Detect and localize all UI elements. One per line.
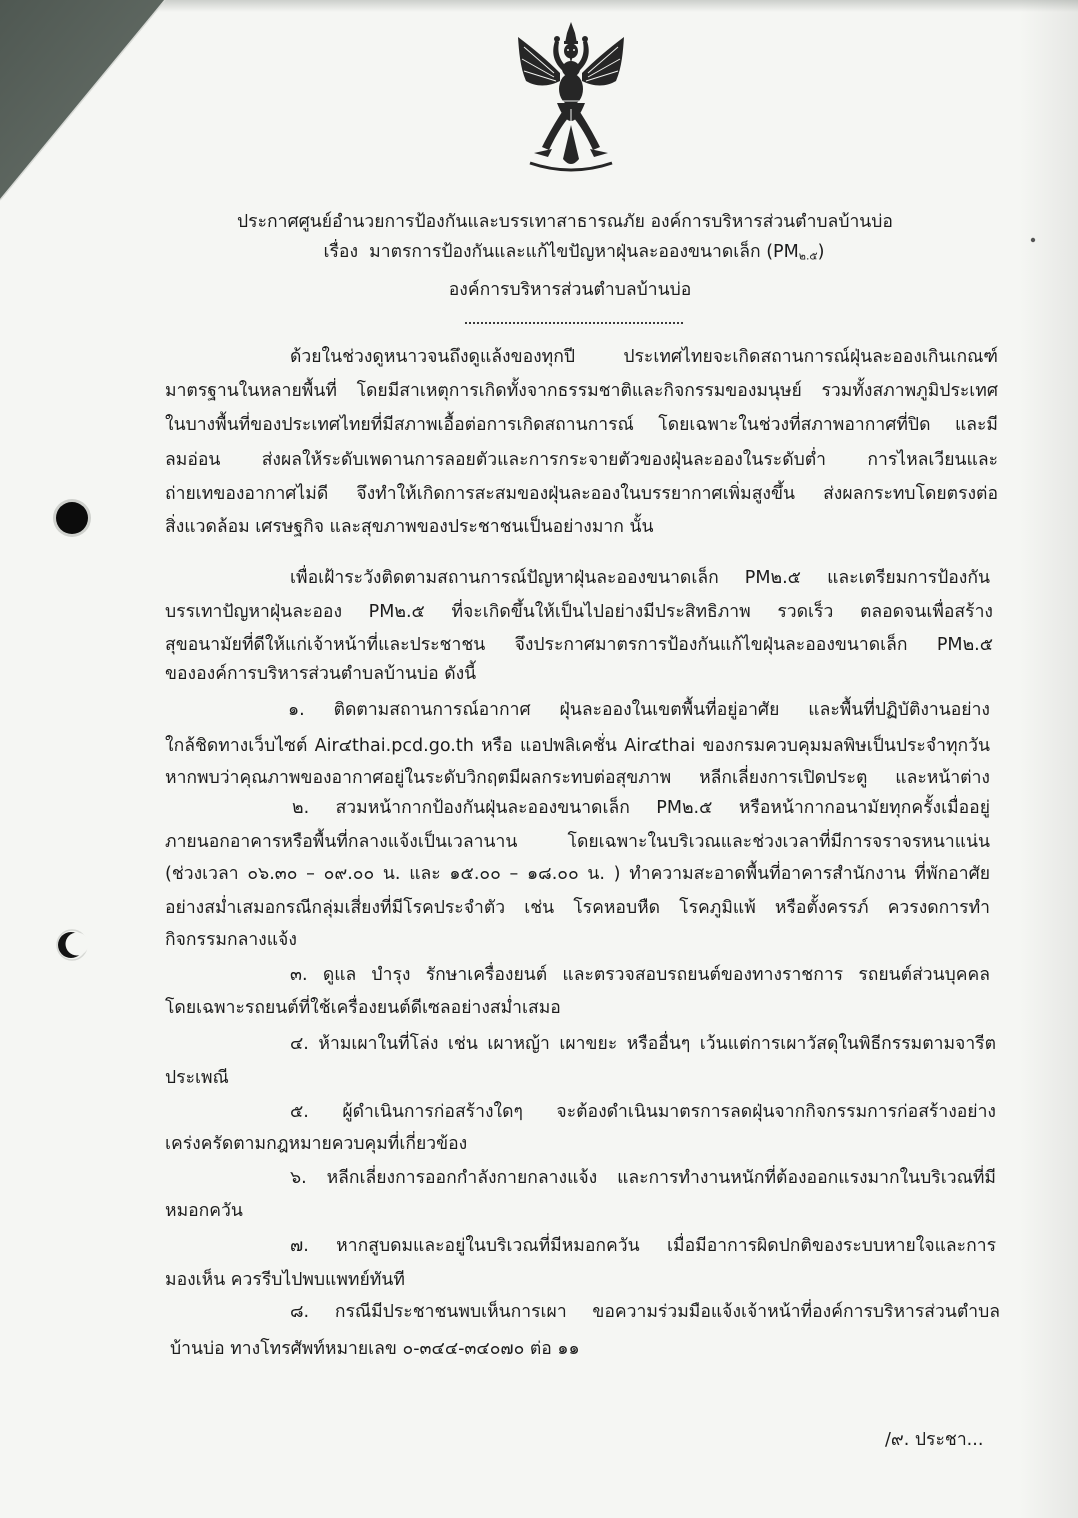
measure-line: ประเพณี [165,1068,229,1088]
scan-corner-shadow [0,0,170,205]
subject-line [294,235,854,269]
punch-hole [50,496,94,540]
measure-line: ๔. ห้ามเผาในที่โล่ง เช่น เผาหญ้า เผาขยะ หรืออื่นๆ เว้นแต่การเผาวัสดุในพิธีกรรมตามจารีต [290,1034,996,1054]
announcement-title: ประกาศศูนย์อำนวยการป้องกันและบรรเทาสาธารณภัย องค์การบริหารส่วนตำบลบ้านบ่อ [237,212,893,232]
measure-line: ๑. ติดตามสถานการณ์อากาศ ฝุ่นละอองในเขตพื้นที่อยู่อาศัย และพื้นที่ปฏิบัติงานอย่าง [288,700,990,720]
punch-hole-crescent [52,925,92,965]
subject-text: มาตรการป้องกันและแก้ไขปัญหาฝุ่นละอองขนาดเล็ก (PM [369,242,799,262]
measure-line: เคร่งครัดตามกฎหมายควบคุมที่เกี่ยวข้อง [165,1134,468,1154]
intro-line: ลมอ่อน ส่งผลให้ระดับเพดานการลอยตัวและการกระจายตัวของฝุ่นละอองในระดับต่ำ การไหลเวียนและ [165,450,998,470]
purpose-line: ขององค์การบริหารส่วนตำบลบ้านบ่อ ดังนี้ [165,664,477,684]
intro-line: สิ่งแวดล้อม เศรษฐกิจ และสุขภาพของประชาชนเป็นอย่างมาก นั้น [165,517,654,537]
subject-subscript: ๒.๕ [798,249,818,263]
measure-line: ใกล้ชิดทางเว็บไซต์ Air๔thai.pcd.go.th หรือ แอปพลิเคชั่น Air๔thai ของกรมควบคุมมลพิษเป็นประจำทุกวัน [165,736,990,756]
measure-line: อย่างสม่ำเสมอกรณีกลุ่มเสี่ยงที่มีโรคประจำตัว เช่น โรคหอบหืด โรคภูมิแพ้ หรือตั้งครรภ์ ควรงดการทำ [165,898,990,918]
page-continuation: /๙. ประชา... [885,1430,984,1450]
intro-line: ในบางพื้นที่ของประเทศไทยที่มีสภาพเอื้อต่อการเกิดสถานการณ์ โดยเฉพาะในช่วงที่สภาพอากาศที่ปิด และมี [165,415,998,435]
intro-line: ด้วยในช่วงดูหนาวจนถึงดูแล้งของทุกปี ประเทศไทยจะเกิดสถานการณ์ฝุ่นละอองเกินเกณฑ์ [290,347,998,367]
measure-line: หากพบว่าคุณภาพของอากาศอยู่ในระดับวิกฤตมีผลกระทบต่อสุขภาพ หลีกเลี่ยงการเปิดประตู และหน้าต่าง [165,768,990,788]
scan-speck [1029,236,1037,244]
measure-line: ๕. ผู้ดำเนินการก่อสร้างใดๆ จะต้องดำเนินมาตรการลดฝุ่นจากกิจกรรมการก่อสร้างอย่าง [290,1102,996,1122]
measure-line: โดยเฉพาะรถยนต์ที่ใช้เครื่องยนต์ดีเซลอย่างสม่ำเสมอ [165,998,561,1018]
dotted-separator [465,322,683,324]
measure-line: ภายนอกอาคารหรือพื้นที่กลางแจ้งเป็นเวลานาน โดยเฉพาะในบริเวณและช่วงเวลาที่มีการจราจรหนาแน่น [165,832,990,852]
subject-close: ) [817,242,825,262]
purpose-line: เพื่อเฝ้าระวังติดตามสถานการณ์ปัญหาฝุ่นละอองขนาดเล็ก PM๒.๕ และเตรียมการป้องกัน [290,568,990,588]
measure-line: ๗. หากสูบดมและอยู่ในบริเวณที่มีหมอกควัน เมื่อมีอาการผิดปกติของระบบหายใจและการ [290,1236,996,1256]
measure-line: บ้านบ่อ ทางโทรศัพท์หมายเลข ๐-๓๔๔-๓๔๐๗๐ ต่อ ๑๑ [170,1339,580,1359]
garuda-emblem [514,21,628,173]
measure-line: ๓. ดูแล บำรุง รักษาเครื่องยนต์ และตรวจสอบรถยนต์ของทางราชการ รถยนต์ส่วนบุคคล [290,965,990,985]
intro-line: ถ่ายเทของอากาศไม่ดี จึงทำให้เกิดการสะสมของฝุ่นละอองในบรรยากาศเพิ่มสูงขึ้น ส่งผลกระทบโดยตรงต่อ [165,484,998,504]
measure-line: (ช่วงเวลา ๐๖.๓๐ – ๐๙.๐๐ น. และ ๑๕.๐๐ – ๑๘.๐๐ น. ) ทำความสะอาดพื้นที่อาคารสำนักงาน ที่พักอาศัย [165,864,990,884]
purpose-line: บรรเทาปัญหาฝุ่นละออง PM๒.๕ ที่จะเกิดขึ้นให้เป็นไปอย่างมีประสิทธิภาพ รวดเร็ว ตลอดจนเพื่อสร้าง [165,602,993,622]
issuer-line: องค์การบริหารส่วนตำบลบ้านบ่อ [448,280,692,300]
measure-line: ๒. สวมหน้ากากป้องกันฝุ่นละอองขนาดเล็ก PM๒.๕ หรือหน้ากากอนามัยทุกครั้งเมื่ออยู่ [292,798,990,818]
subject-label: เรื่อง [323,242,359,262]
measure-line: หมอกควัน [165,1201,243,1221]
measure-line: กิจกรรมกลางแจ้ง [165,930,297,950]
measure-line: ๖. หลีกเลี่ยงการออกกำลังกายกลางแจ้ง และการทำงานหนักที่ต้องออกแรงมากในบริเวณที่มี [290,1168,996,1188]
intro-line: มาตรฐานในหลายพื้นที่ โดยมีสาเหตุการเกิดทั้งจากธรรมชาติและกิจกรรมของมนุษย์ รวมทั้งสภาพภูมิประเทศ [165,381,998,401]
purpose-line: สุขอนามัยที่ดีให้แก่เจ้าหน้าที่และประชาชน จึงประกาศมาตรการป้องกันแก้ไขฝุ่นละอองขนาดเล็ก PM๒.๕ [165,635,993,655]
measure-line: ๘. กรณีมีประชาชนพบเห็นการเผา ขอความร่วมมือแจ้งเจ้าหน้าที่องค์การบริหารส่วนตำบล [290,1302,1000,1322]
measure-line: มองเห็น ควรรีบไปพบแพทย์ทันที [165,1270,405,1290]
